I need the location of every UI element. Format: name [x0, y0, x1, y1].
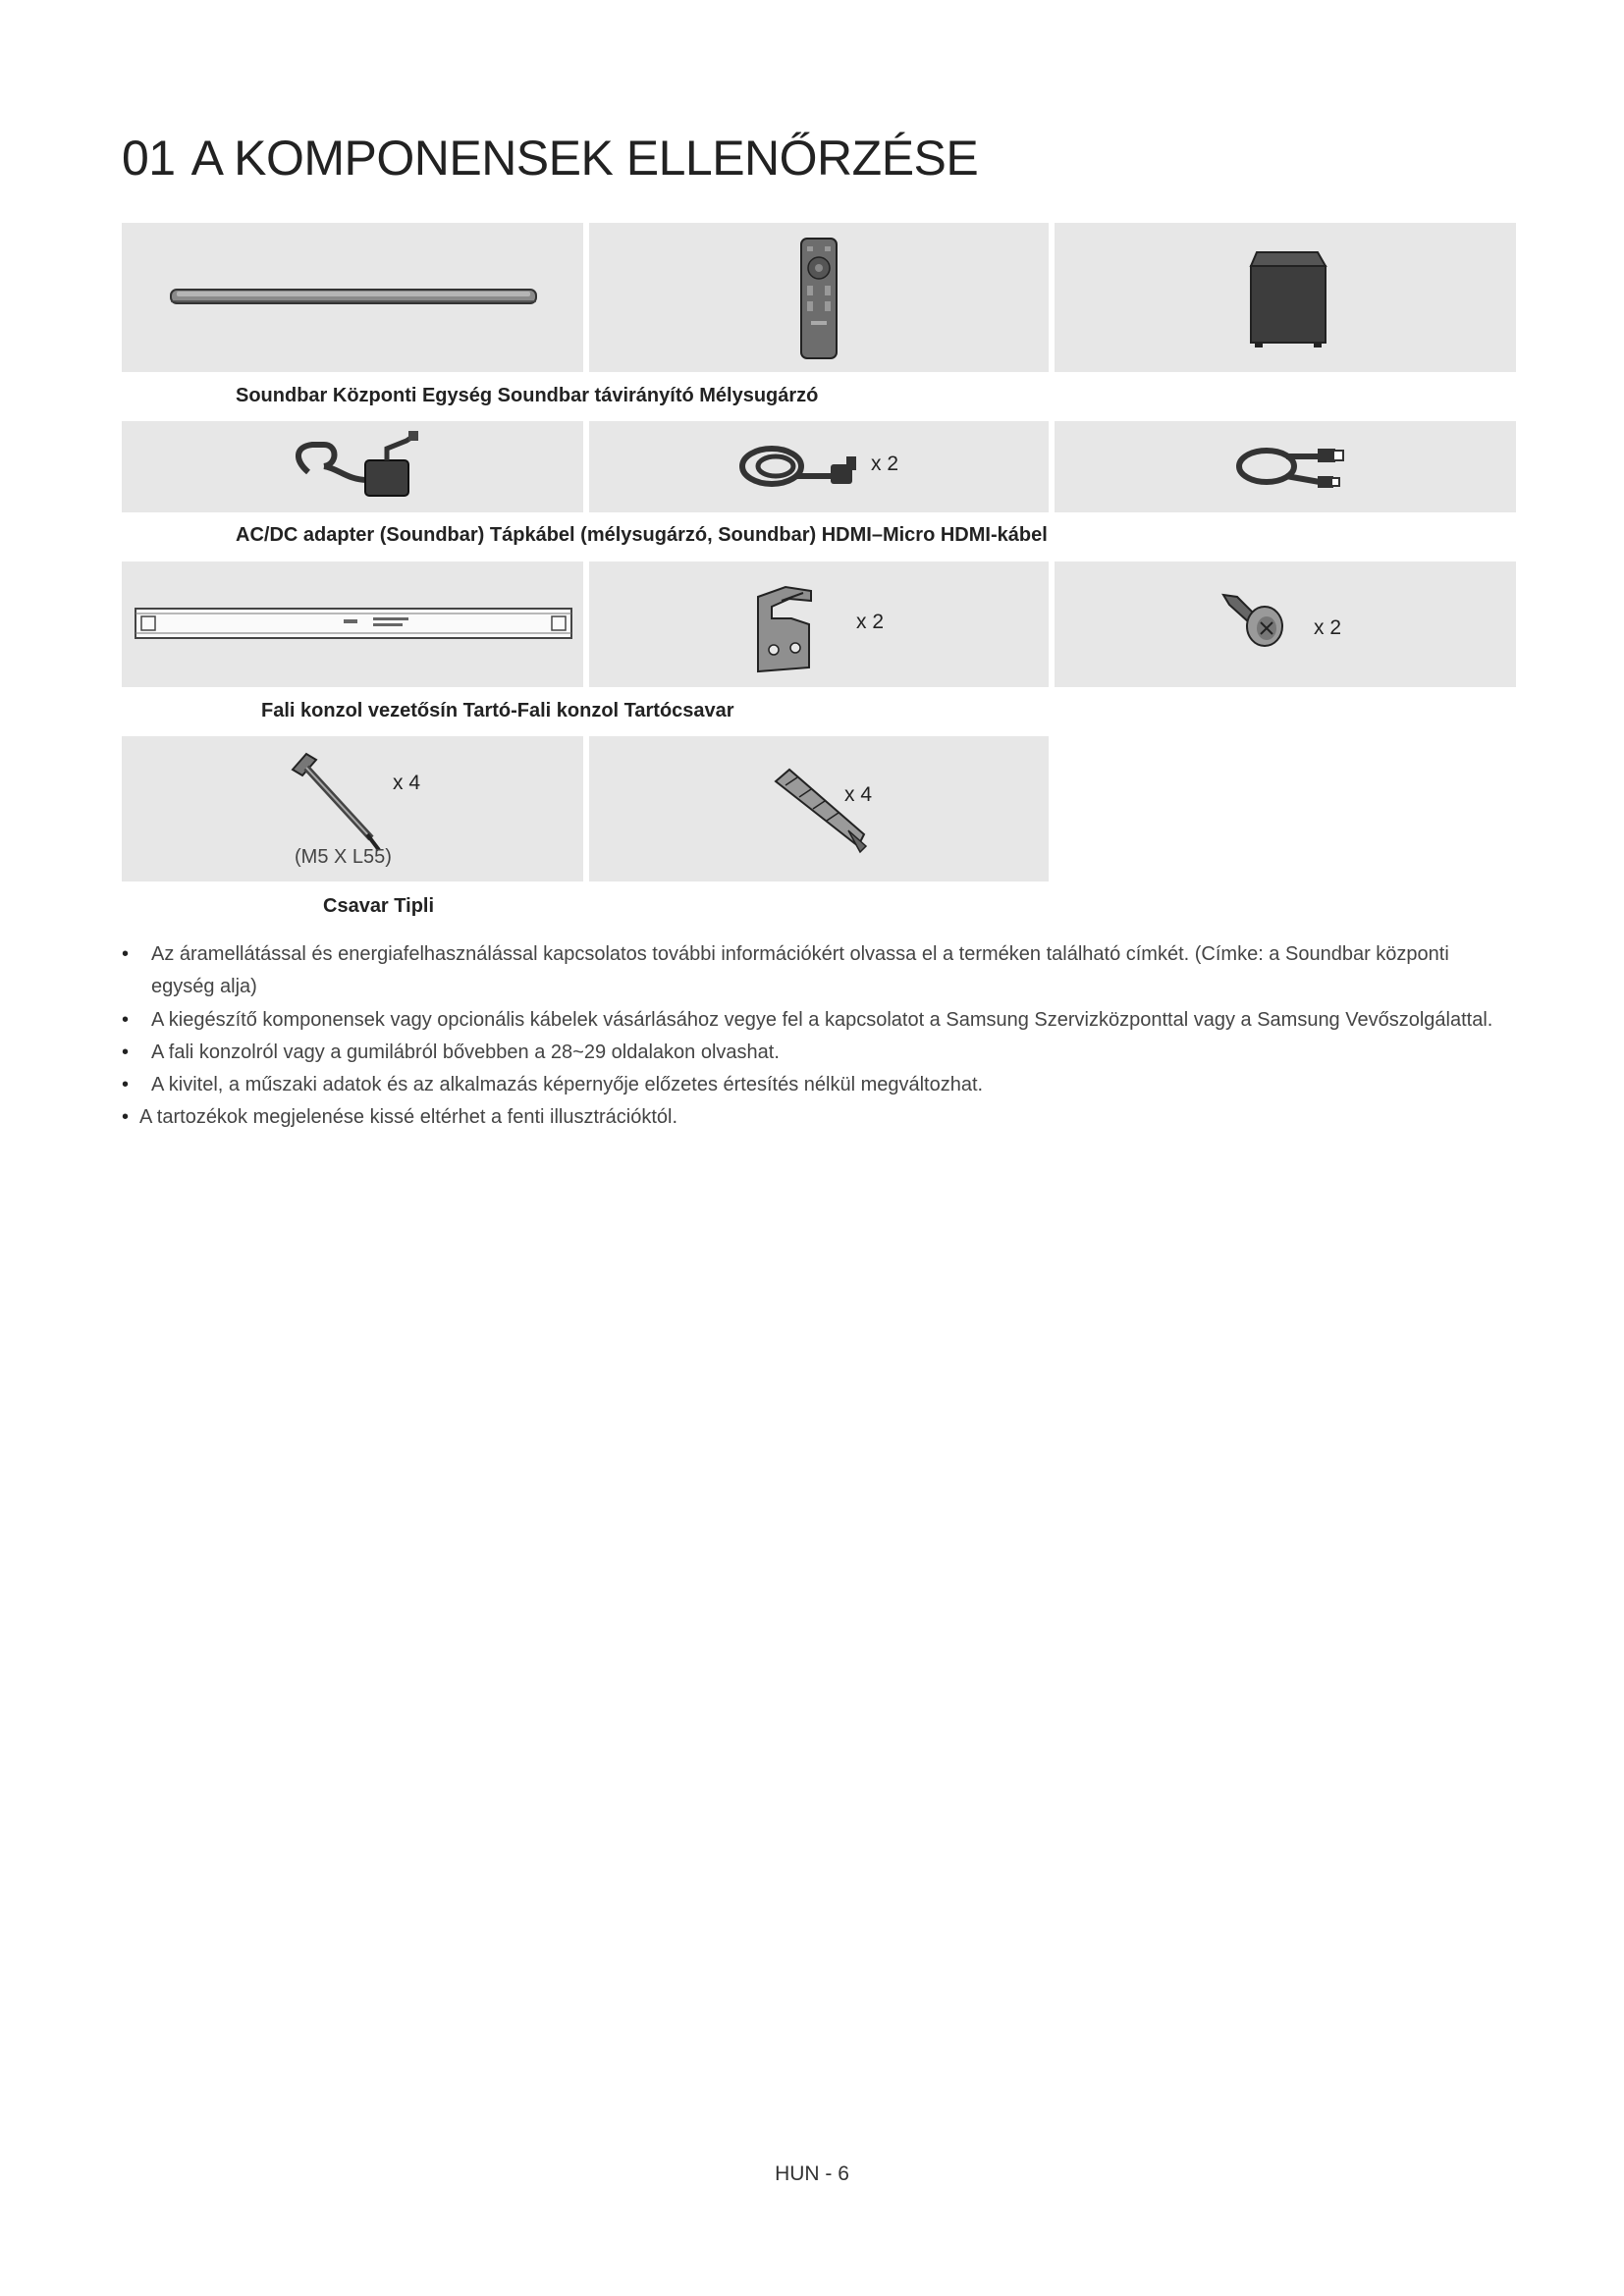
- wall-plug-icon: [589, 736, 1049, 881]
- component-cell-adapter: [122, 421, 583, 512]
- component-cell-holder-bracket: [589, 561, 1049, 687]
- component-cell-power-cable: [589, 421, 1049, 512]
- holder-screw-icon: [1055, 561, 1516, 687]
- screw-size-label: (M5 X L55): [295, 846, 392, 868]
- component-cell-screw: [122, 736, 583, 881]
- row-caption-2: AC/DC adapter (Soundbar) Tápkábel (mélysugárzó, Soundbar) HDMI–Micro HDMI-kábel: [236, 524, 1048, 546]
- note-item: • A fali konzolról vagy a gumilábról bővebben a 28~29 oldalakon olvashat.: [122, 1037, 1516, 1069]
- page-number: HUN - 6: [775, 2163, 849, 2185]
- page-title: [122, 130, 978, 187]
- ac-dc-adapter-icon: [122, 421, 583, 512]
- holder-bracket-icon: [589, 561, 1049, 687]
- notes-list: [122, 938, 1516, 1134]
- component-cell-holder-screw: [1055, 561, 1516, 687]
- power-cable-icon: [589, 421, 1049, 512]
- quantity-label: x 4: [844, 783, 873, 806]
- row-caption-4: Csavar Tipli: [323, 895, 435, 917]
- component-cell-remote: [589, 223, 1049, 372]
- note-item: • A tartozékok megjelenése kissé eltérhet a fenti illusztrációktól.: [122, 1101, 1516, 1134]
- section-title: A KOMPONENSEK ELLENŐRZÉSE: [190, 131, 979, 186]
- component-cell-wall-guide: [122, 561, 583, 687]
- quantity-label: x 2: [1314, 616, 1342, 639]
- remote-control-icon: [589, 223, 1049, 372]
- row-caption-1: Soundbar Központi Egység Soundbar távirányító Mélysugárzó: [236, 385, 819, 406]
- component-cell-subwoofer: [1055, 223, 1516, 372]
- note-item: • Az áramellátással és energiafelhasználással kapcsolatos további információkért olvassa el a terméken található címkét. (Címke: a Soundbar központi egység alja): [122, 938, 1516, 1003]
- quantity-label: x 2: [871, 453, 899, 475]
- row-caption-3: Fali konzol vezetősín Tartó-Fali konzol Tartócsavar: [261, 700, 734, 721]
- wall-mount-guide-icon: [122, 561, 583, 687]
- component-cell-soundbar: [122, 223, 583, 372]
- note-item: • A kiegészítő komponensek vagy opcionális kábelek vásárlásához vegye fel a kapcsolatot a Samsung Szervizközponttal vagy a Samsung Vevőszolgálattal.: [122, 1004, 1516, 1037]
- soundbar-icon: [122, 223, 583, 372]
- component-cell-wall-plug: [589, 736, 1049, 881]
- subwoofer-icon: [1055, 223, 1516, 372]
- component-cell-hdmi-cable: [1055, 421, 1516, 512]
- note-item: • A kivitel, a műszaki adatok és az alkalmazás képernyője előzetes értesítés nélkül megváltozhat.: [122, 1069, 1516, 1101]
- quantity-label: x 2: [856, 611, 885, 633]
- hdmi-cable-icon: [1055, 421, 1516, 512]
- section-number: 01: [122, 131, 176, 186]
- quantity-label: x 4: [393, 772, 421, 794]
